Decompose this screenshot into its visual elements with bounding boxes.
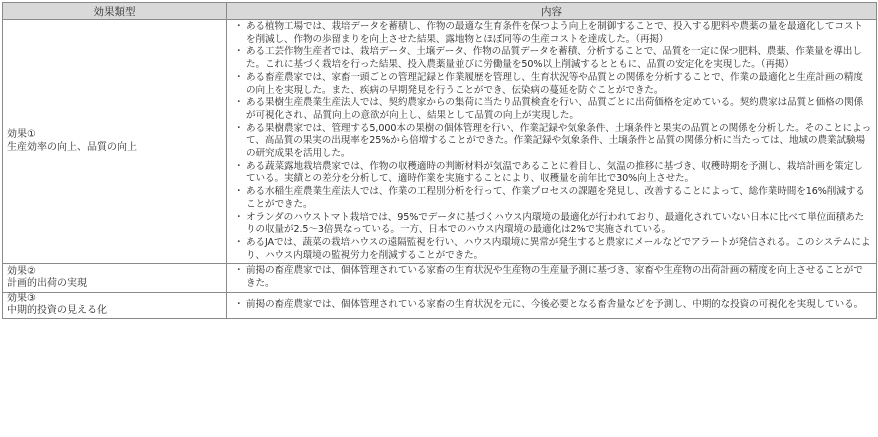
list-item: ・ ある果樹農家では、管理する5,000本の果樹の個体管理を行い、作業記録や気象条件、土壌条件と果実の品質との関係を分析した。そのことによって、高品質の果実の出現率を25%から倍増することができた。作業記録や気象条件、土壌条件と品質の関係分析に当たっては、地域の農業試験場の研究成果を活用した。	[237, 123, 872, 161]
list-item: ・ ある水稲生産農業生産法人では、作業の工程別分析を行って、作業プロセスの課題を発見し、改善することによって、総作業時間を16%削減することができた。	[237, 186, 872, 211]
header-row	[3, 3, 877, 20]
bullet-list	[237, 21, 872, 262]
effect-name: 計画的出荷の実現	[7, 278, 87, 290]
table-row	[3, 264, 877, 292]
effect-number: 効果③	[7, 292, 36, 304]
effect-type-cell	[3, 292, 227, 318]
table-row	[3, 292, 877, 318]
bullet-list	[237, 265, 872, 290]
effect-number: 効果②	[7, 265, 36, 277]
header-effect-type: 効果類型	[3, 3, 227, 20]
header-content: 内容	[227, 3, 877, 20]
list-item: ・ ある植物工場では、栽培データを蓄積し、作物の最適な生育条件を保つよう向上を制御することで、投入する肥料や農薬の量を最適化してコストを削減し、作物の歩留まりを向上させた結果、露地物とほぼ同等の生産コストを達成した。（再掲）	[237, 21, 872, 46]
effect-number: 効果①	[7, 129, 36, 141]
table-row	[3, 20, 877, 264]
effect-name: 中期的投資の見える化	[7, 305, 107, 317]
list-item: ・ 前掲の畜産農家では、個体管理されている家畜の生育状況や生産物の生産量予測に基づき、家畜や生産物の出荷計画の精度を向上させることができた。	[237, 265, 872, 290]
effect-type-cell	[3, 20, 227, 264]
content-cell	[227, 264, 877, 292]
list-item: ・ ある果樹生産農業生産法人では、契約農家からの集荷に当たり品質検査を行い、品質ごとに出荷価格を定めている。契約農家は品質と価格の関係が可視化され、品質向上の意欲が向上し、結果として品質の向上が実現した。	[237, 97, 872, 122]
list-item: ・ 前掲の畜産農家では、個体管理されている家畜の生育状況を元に、今後必要となる畜舎量などを予測し、中期的な投資の可視化を実現している。	[237, 299, 872, 312]
effect-type-cell	[3, 264, 227, 292]
list-item: ・ ある蔬菜露地栽培農家では、作物の収穫適時の判断材料が気温であることに着目し、気温の推移に基づき、収穫時期を予測し、栽培計画を策定している。実績との差分を分析して、適時作業を実施することにより、収穫量を前年比で30%向上させた。	[237, 161, 872, 186]
list-item: ・ ある工芸作物生産者では、栽培データ、土壌データ、作物の品質データを蓄積、分析することで、品質を一定に保つ肥料、農薬、作業量を導出した。これに基づく栽培を行った結果、投入農薬量並びに労働量を50%以上削減するとともに、品質の安定化を実現した。（再掲）	[237, 46, 872, 71]
content-cell	[227, 20, 877, 264]
list-item: ・ あるJAでは、蔬菜の栽培ハウスの遠隔監視を行い、ハウス内環境に異常が発生すると農家にメールなどでアラートが発信される。このシステムにより、ハウス内環境の監視労力を削減することができた。	[237, 237, 872, 262]
bullet-list	[237, 299, 872, 312]
list-item: ・ オランダのハウストマト栽培では、95%でデータに基づくハウス内環境の最適化が行われており、最適化されていない日本に比べて単位面積あたりの収量が2.5～3倍異なっている。一方、日本でのハウス内環境の最適化は2%で実施されている。	[237, 212, 872, 237]
effect-name: 生産効率の向上、品質の向上	[7, 141, 137, 153]
content-cell	[227, 292, 877, 318]
list-item: ・ ある畜産農家では、家畜一頭ごとの管理記録と作業履歴を管理し、生育状況等や品質との関係を分析することで、作業の最適化と生産計画の精度の向上を実現した。また、疾病の早期発見を行うことができ、伝染病の蔓延を防ぐことができた。	[237, 72, 872, 97]
effects-table	[2, 2, 877, 319]
